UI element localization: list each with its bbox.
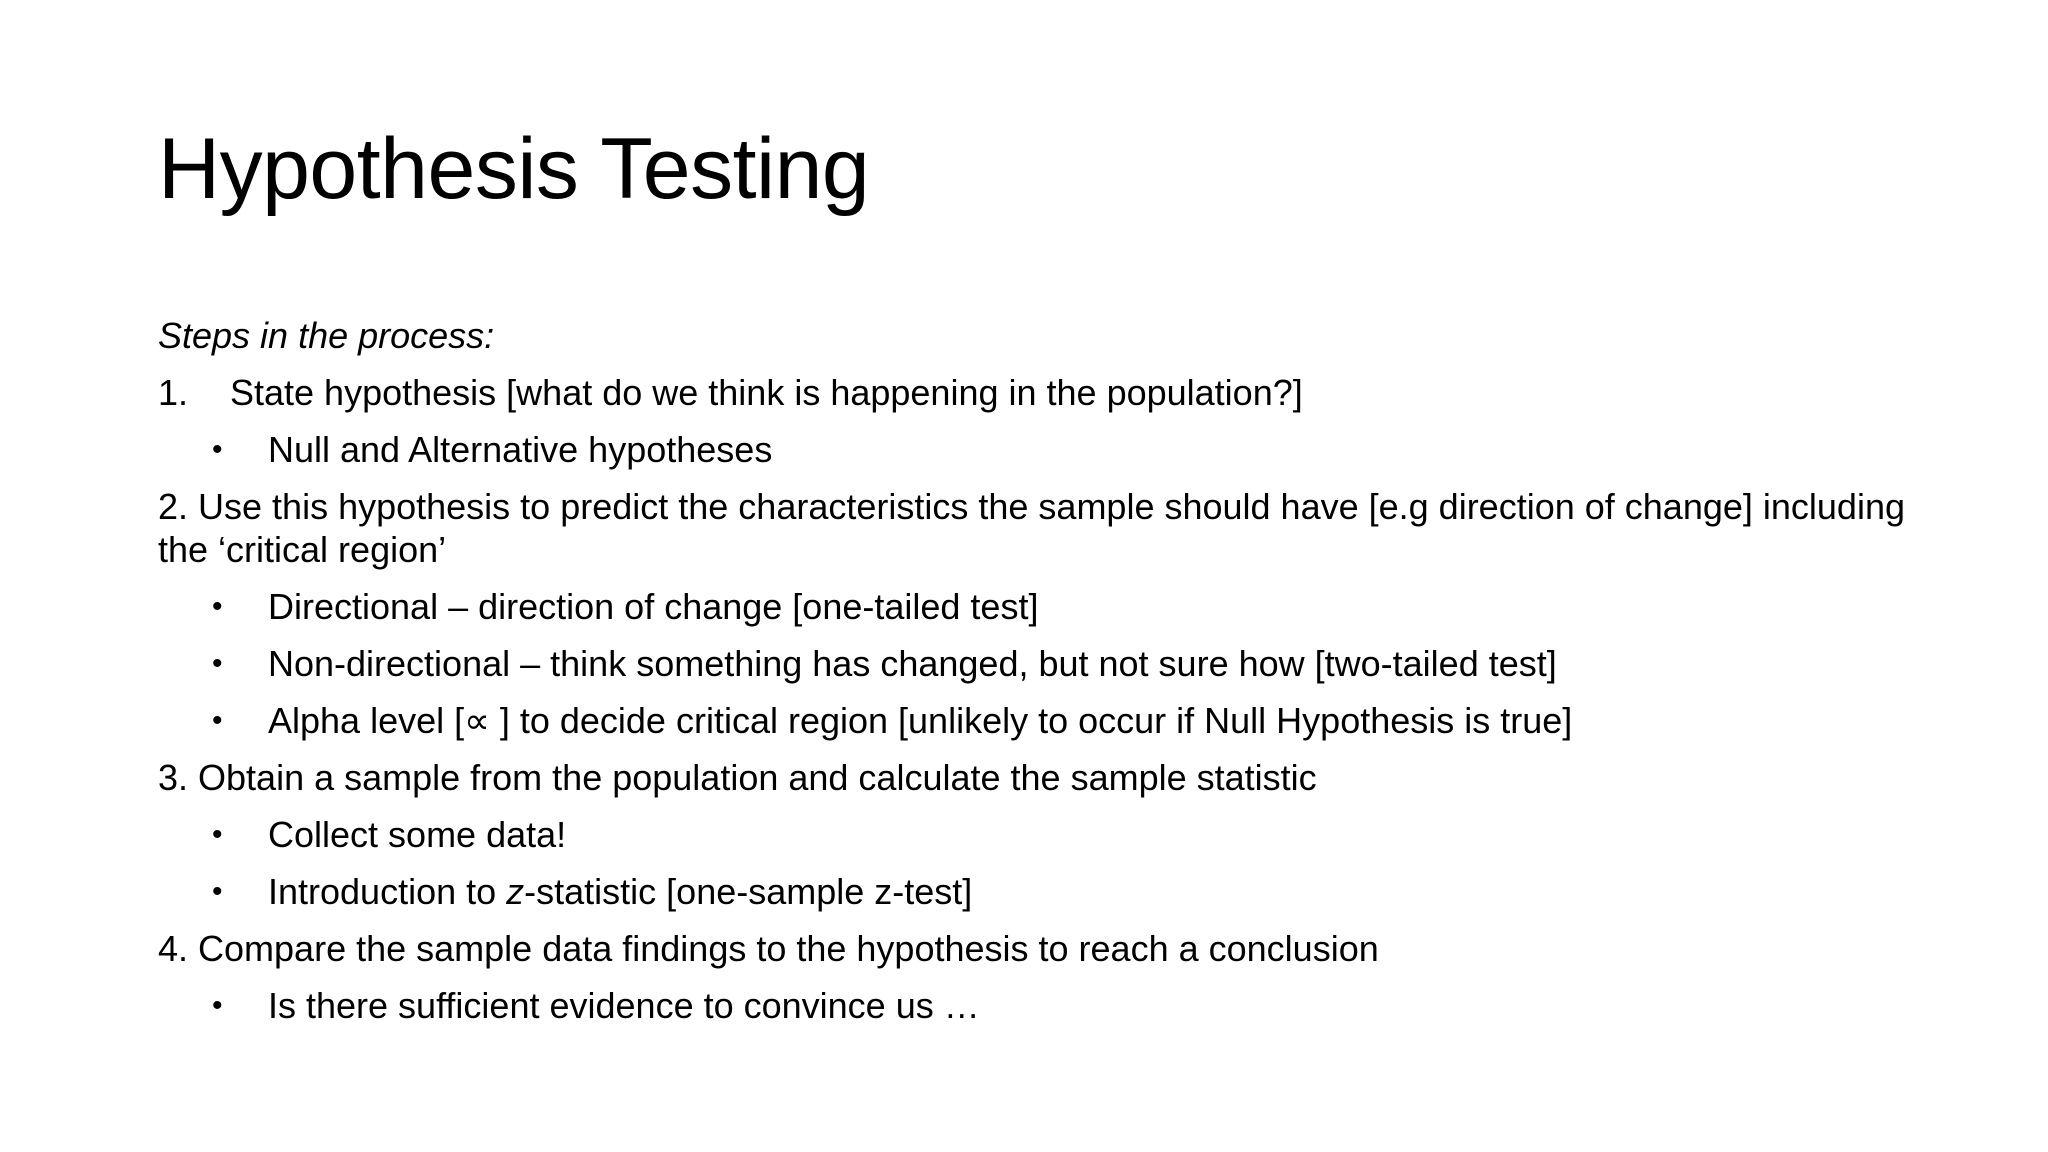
bullet-text-prefix: Introduction to: [268, 871, 507, 912]
bullet-text: Non-directional – think something has changed, but not sure how [two-tailed test]: [268, 643, 1557, 684]
step-3-bullet-1: [158, 813, 1958, 856]
bullet-text: Is there sufficient evidence to convince us …: [268, 985, 980, 1026]
bullet-text: Collect some data!: [268, 814, 567, 855]
bullet-marker: •: [212, 989, 223, 1022]
bullet-marker: •: [212, 433, 223, 466]
z-symbol: z: [506, 871, 525, 912]
step-1-bullet-1: [158, 428, 1958, 471]
slide-body: [158, 314, 1958, 1041]
step-1-text: State hypothesis [what do we think is happening in the population?]: [230, 372, 1303, 413]
step-2-text: 2. Use this hypothesis to predict the characteristics the sample should have [e.g direction of change] including the ‘critical region’: [158, 486, 1905, 570]
bullet-text: Directional – direction of change [one-tailed test]: [268, 586, 1039, 627]
intro-text: Steps in the process:: [158, 315, 495, 356]
bullet-marker: •: [212, 647, 223, 680]
step-4-bullet-1: [158, 984, 1958, 1027]
bullet-text-suffix: -statistic [one-sample z-test]: [524, 871, 973, 912]
step-2-bullet-1: [158, 585, 1958, 628]
bullet-marker: •: [212, 818, 223, 851]
bullet-marker: •: [212, 590, 223, 623]
bullet-marker: •: [212, 704, 223, 737]
bullet-text: [268, 870, 972, 913]
bullet-text: Alpha level [∝ ] to decide critical region [unlikely to occur if Null Hypothesis is true]: [268, 700, 1573, 741]
bullet-marker: •: [212, 875, 223, 908]
step-4-text: 4. Compare the sample data findings to the hypothesis to reach a conclusion: [158, 928, 1379, 969]
step-2-bullet-3: [158, 699, 1958, 742]
step-3-text: 3. Obtain a sample from the population and calculate the sample statistic: [158, 757, 1317, 798]
step-3-bullet-2: [158, 870, 1958, 913]
step-1-number: 1.: [158, 372, 189, 413]
bullet-text: Null and Alternative hypotheses: [268, 429, 773, 470]
step-1: [158, 371, 1958, 414]
step-2-bullet-2: [158, 642, 1958, 685]
slide-title: Hypothesis Testing: [158, 121, 870, 217]
